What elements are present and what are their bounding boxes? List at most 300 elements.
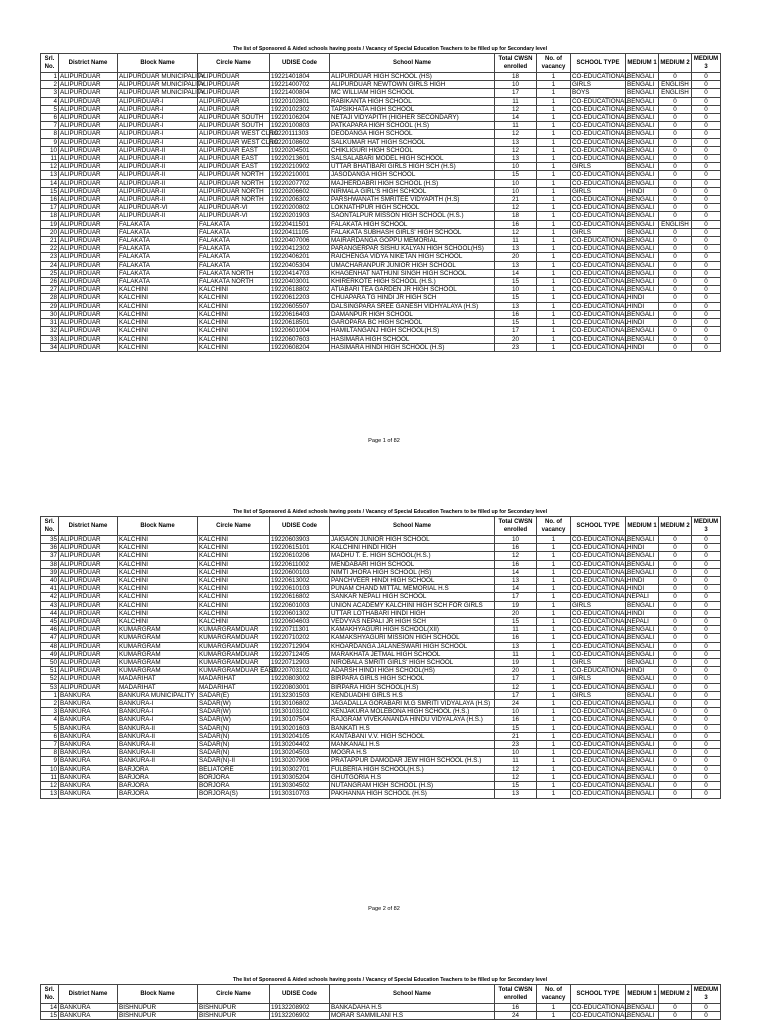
cell-block-name: KALCHINI	[118, 601, 198, 609]
table-row	[41, 171, 721, 179]
cell-school-type: CO-EDUCATIONAL	[572, 1004, 628, 1011]
cell-school-name: MAJHERDABRI HIGH SCHOOL (H.S)	[330, 179, 495, 187]
cell-medium-1: BENGALI	[626, 642, 659, 650]
cell-cwsn-enrolled: 11	[495, 650, 537, 658]
cell-block-name: FALAKATA	[118, 245, 198, 253]
cell-medium-3: 0	[692, 253, 721, 261]
cell-udise-code: 19220603903	[270, 536, 330, 544]
cell-medium-1: BENGALI	[626, 683, 659, 691]
cell-udise-code: 19220200802	[270, 204, 330, 212]
cell-udise-code: 19220710202	[270, 634, 330, 642]
table-row	[41, 327, 721, 335]
cell-vacancy-count: 1	[537, 782, 571, 790]
cell-district-name: ALIPURDUAR	[59, 642, 118, 650]
cell-srl-no: 14	[41, 179, 59, 187]
cell-district-name: BANKURA	[59, 1004, 118, 1012]
column-header-circle-name: Circle Name	[198, 54, 270, 73]
cell-medium-3: 0	[692, 675, 721, 683]
cell-srl-no: 39	[41, 568, 59, 576]
cell-circle-name: KUMARGRAMDUAR	[198, 650, 270, 658]
cell-district-name: ALIPURDUAR	[59, 179, 118, 187]
cell-school-name: RABIKANTA HIGH SCHOOL	[330, 97, 495, 105]
cell-school-name: UNION ACADEMY KALCHINI HIGH SCH FOR GIRLS	[330, 601, 495, 609]
cell-vacancy-count: 1	[537, 683, 571, 691]
cell-district-name: ALIPURDUAR	[59, 163, 118, 171]
cell-block-name: BANKURA-I	[118, 708, 198, 716]
table-row	[41, 310, 721, 318]
cell-cwsn-enrolled: 11	[495, 122, 537, 130]
cell-medium-2: 0	[659, 212, 692, 220]
cell-school-type: GIRLS	[571, 691, 626, 699]
cell-medium-1: BENGALI	[626, 146, 659, 154]
cell-block-name: KALCHINI	[118, 544, 198, 552]
cell-medium-3: 0	[692, 609, 721, 617]
cell-school-name: KALCHINI HINDI HIGH	[330, 544, 495, 552]
cell-srl-no: 34	[41, 343, 59, 351]
cell-cwsn-enrolled: 15	[495, 618, 537, 626]
cell-block-name: BANKURA MUNICIPALITY	[118, 691, 198, 699]
cell-school-name: ALIPURDUAR HIGH SCHOOL (HS)	[330, 73, 495, 81]
cell-school-name: PARANGERPAR SISHU KALYAN HIGH SCHOOL(HS)	[330, 245, 495, 253]
column-header-circle-name: Circle Name	[198, 985, 270, 1004]
cell-udise-code: 19220601003	[270, 601, 330, 609]
cell-medium-1: HINDI	[626, 187, 659, 195]
cell-medium-2: 0	[659, 1004, 692, 1012]
cell-vacancy-count: 1	[537, 691, 571, 699]
cell-vacancy-count: 1	[537, 319, 571, 327]
cell-circle-name: KALCHINI	[198, 560, 270, 568]
cell-school-name: KANTABANI V.V. HIGH SCHOOL	[330, 732, 495, 740]
cell-school-name: GHUTGORIA H.S	[330, 773, 495, 781]
cell-circle-name: KALCHINI	[198, 601, 270, 609]
cell-school-name: BIRPARA HIGH SCHOOL(H.S)	[330, 683, 495, 691]
cell-srl-no: 8	[41, 749, 59, 757]
cell-school-type: CO-EDUCATIONAL	[572, 708, 628, 716]
cell-medium-1: BENGALI	[626, 741, 659, 749]
cell-circle-name: KALCHINI	[198, 302, 270, 310]
cell-udise-code: 19220711301	[270, 626, 330, 634]
cell-district-name: ALIPURDUAR	[59, 536, 118, 544]
cell-circle-name: ALIPURDUAR-VI	[198, 212, 270, 220]
cell-medium-3: 0	[692, 294, 721, 302]
cell-school-name: ALIPURDUAR NEWTOWN GIRLS HIGH	[330, 81, 495, 89]
cell-medium-2: 0	[659, 708, 692, 716]
cell-circle-name: ALIPURDUAR SOUTH	[198, 122, 270, 130]
cell-circle-name: FALAKATA NORTH	[198, 269, 270, 277]
table-row	[41, 89, 721, 97]
cell-srl-no: 1	[41, 73, 59, 81]
cell-cwsn-enrolled: 16	[495, 544, 537, 552]
cell-cwsn-enrolled: 10	[495, 187, 537, 195]
cell-medium-3: 0	[692, 286, 721, 294]
cell-vacancy-count: 1	[537, 675, 571, 683]
cell-block-name: KALCHINI	[118, 343, 198, 351]
header-row	[41, 54, 721, 73]
cell-medium-3: 0	[692, 765, 721, 773]
cell-district-name: ALIPURDUAR	[59, 146, 118, 154]
cell-block-name: ALIPURDUAR MUNICIPALITY	[119, 89, 205, 97]
table-row	[41, 650, 721, 658]
cell-block-name: FALAKATA	[118, 278, 198, 286]
cell-vacancy-count: 1	[537, 155, 571, 163]
cell-district-name: ALIPURDUAR	[59, 560, 118, 568]
cell-medium-2: ENGLISH	[659, 220, 692, 228]
cell-medium-3: 0	[692, 146, 721, 154]
cell-medium-1: BENGALI	[626, 700, 659, 708]
cell-medium-1: HINDI	[626, 319, 659, 327]
cell-medium-1: BENGALI	[626, 327, 659, 335]
cell-circle-name: SADAR(E)	[198, 691, 270, 699]
cell-medium-3: 0	[692, 138, 721, 146]
cell-district-name: ALIPURDUAR	[59, 171, 118, 179]
cell-medium-2: 0	[659, 122, 692, 130]
cell-school-type: BOYS	[571, 89, 626, 97]
cell-medium-1: BENGALI	[626, 757, 659, 765]
cell-srl-no: 46	[41, 626, 59, 634]
cell-medium-3: 0	[692, 245, 721, 253]
cell-medium-2: 0	[659, 319, 692, 327]
cell-vacancy-count: 1	[537, 634, 571, 642]
cell-srl-no: 17	[41, 204, 59, 212]
table-row	[41, 782, 721, 790]
cell-school-type: CO-EDUCATIONAL	[572, 343, 628, 351]
document-title: The list of Sponsored & Aided schools having posts / Vacancy of Special Education Teachers to be filled up for Secondary level	[232, 977, 548, 983]
cell-medium-3: 0	[692, 724, 721, 732]
cell-udise-code: 19220102302	[270, 105, 330, 113]
cell-udise-code: 19220213601	[270, 155, 330, 163]
table-row	[41, 130, 721, 138]
cell-medium-2: 0	[659, 773, 692, 781]
cell-udise-code: 19130305204	[270, 773, 330, 781]
cell-srl-no: 5	[41, 724, 59, 732]
cell-srl-no: 20	[41, 228, 59, 236]
cell-cwsn-enrolled: 19	[495, 659, 537, 667]
cell-school-type: CO-EDUCATIONAL	[572, 97, 628, 105]
cell-srl-no: 53	[41, 683, 59, 691]
cell-block-name: KALCHINI	[118, 536, 198, 544]
cell-srl-no: 51	[41, 667, 59, 675]
cell-cwsn-enrolled: 13	[495, 642, 537, 650]
cell-medium-2: 0	[659, 609, 692, 617]
cell-medium-1: BENGALI	[626, 269, 659, 277]
cell-udise-code: 19220412302	[270, 245, 330, 253]
cell-block-name: FALAKATA	[118, 269, 198, 277]
cell-udise-code: 19132301503	[270, 691, 330, 699]
column-header-srl-no: Srl. No.	[41, 54, 59, 73]
table-row	[41, 716, 721, 724]
column-header-udise-code: UDISE Code	[270, 985, 330, 1004]
cell-srl-no: 2	[41, 700, 59, 708]
cell-srl-no: 4	[41, 97, 59, 105]
cell-block-name: KUMARGRAM	[118, 642, 198, 650]
cell-medium-3: 0	[692, 155, 721, 163]
cell-medium-1: BENGALI	[626, 81, 659, 89]
column-header-district-name: District Name	[59, 54, 118, 73]
cell-medium-3: 0	[692, 716, 721, 724]
cell-block-name: KUMARGRAM	[118, 667, 198, 675]
cell-udise-code: 19220607603	[270, 335, 330, 343]
cell-udise-code: 19130204105	[270, 732, 330, 740]
cell-vacancy-count: 1	[537, 552, 571, 560]
cell-district-name: BANKURA	[59, 765, 118, 773]
cell-udise-code: 19220618501	[270, 319, 330, 327]
cell-school-type: CO-EDUCATIONAL	[572, 105, 628, 113]
cell-district-name: ALIPURDUAR	[59, 568, 118, 576]
cell-school-name: MC WILLIAM HIGH SCHOOL	[330, 89, 495, 97]
table-row	[41, 245, 721, 253]
cell-cwsn-enrolled: 10	[495, 708, 537, 716]
cell-udise-code: 19130204402	[270, 741, 330, 749]
cell-block-name: KALCHINI	[118, 585, 198, 593]
column-header-block-name: Block Name	[118, 54, 198, 73]
cell-cwsn-enrolled: 12	[495, 765, 537, 773]
cell-srl-no: 1	[41, 691, 59, 699]
cell-medium-1: BENGALI	[626, 568, 659, 576]
cell-school-type: CO-EDUCATIONAL	[572, 757, 628, 765]
cell-medium-1: BENGALI	[626, 253, 659, 261]
cell-medium-1: BENGALI	[626, 552, 659, 560]
cell-block-name: KALCHINI	[118, 593, 198, 601]
table-row	[41, 749, 721, 757]
cell-school-type: CO-EDUCATIONAL	[572, 310, 628, 318]
cell-medium-2: 0	[659, 683, 692, 691]
cell-medium-3: 0	[692, 105, 721, 113]
table-row	[41, 146, 721, 154]
cell-udise-code: 19220210001	[270, 171, 330, 179]
cell-district-name: ALIPURDUAR	[59, 228, 118, 236]
cell-district-name: ALIPURDUAR	[59, 122, 118, 130]
cell-district-name: ALIPURDUAR	[59, 97, 118, 105]
cell-medium-1: BENGALI	[626, 261, 659, 269]
cell-vacancy-count: 1	[537, 212, 571, 220]
cell-medium-2: 0	[659, 790, 692, 798]
cell-srl-no: 2	[41, 81, 59, 89]
cell-medium-3: 0	[692, 327, 721, 335]
cell-vacancy-count: 1	[537, 765, 571, 773]
cell-srl-no: 36	[41, 544, 59, 552]
cell-medium-1: BENGALI	[626, 97, 659, 105]
table-row	[41, 122, 721, 130]
cell-cwsn-enrolled: 16	[495, 310, 537, 318]
cell-srl-no: 15	[41, 187, 59, 195]
table-row	[41, 179, 721, 187]
table-header	[41, 517, 721, 536]
cell-circle-name: ALIPURDUAR EAST	[198, 146, 270, 154]
cell-udise-code: 19220616802	[270, 593, 330, 601]
cell-district-name: BANKURA	[59, 691, 118, 699]
cell-school-type: CO-EDUCATIONAL	[572, 171, 628, 179]
cell-srl-no: 12	[41, 163, 59, 171]
cell-srl-no: 6	[41, 732, 59, 740]
cell-circle-name: KALCHINI	[198, 536, 270, 544]
cell-school-type: CO-EDUCATIONAL	[572, 237, 628, 245]
cell-school-name: PAKHANNA HIGH SCHOOL (H.S)	[330, 790, 495, 798]
cell-udise-code: 19220604603	[270, 618, 330, 626]
cell-vacancy-count: 1	[537, 741, 571, 749]
cell-district-name: ALIPURDUAR	[59, 577, 118, 585]
cell-school-name: DEODANGA HIGH SCHOOL	[330, 130, 495, 138]
table-row	[41, 114, 721, 122]
cell-medium-1: BENGALI	[626, 1004, 659, 1012]
cell-medium-1: BENGALI	[626, 691, 659, 699]
cell-medium-2: 0	[659, 228, 692, 236]
cell-medium-3: 0	[692, 261, 721, 269]
cell-udise-code: 19220610103	[270, 585, 330, 593]
table-row	[41, 757, 721, 765]
cell-circle-name: ALIPURDUAR	[198, 81, 270, 89]
cell-block-name: ALIPURDUAR MUNICIPALITY	[119, 81, 205, 89]
cell-medium-3: 0	[692, 237, 721, 245]
table-row	[41, 536, 721, 544]
cell-medium-2: 0	[659, 601, 692, 609]
cell-srl-no: 26	[41, 278, 59, 286]
table-row	[41, 237, 721, 245]
cell-vacancy-count: 1	[537, 327, 571, 335]
cell-cwsn-enrolled: 13	[495, 155, 537, 163]
cell-block-name: BANKURA-II	[118, 724, 198, 732]
cell-circle-name: KALCHINI	[198, 544, 270, 552]
cell-udise-code: 19130310703	[270, 790, 330, 798]
table-row	[41, 187, 721, 195]
cell-school-name: RAJGRAM VIVEKANANDA HINDU VIDYALAYA (H.S.)	[330, 716, 495, 724]
cell-vacancy-count: 1	[537, 560, 571, 568]
cell-school-type: GIRLS	[571, 659, 626, 667]
cell-medium-2: 0	[659, 593, 692, 601]
cell-school-type: CO-EDUCATIONAL	[572, 261, 628, 269]
cell-vacancy-count: 1	[537, 302, 571, 310]
cell-medium-2: 0	[659, 138, 692, 146]
table-row	[41, 773, 721, 781]
cell-school-type: GIRLS	[571, 81, 626, 89]
cell-district-name: ALIPURDUAR	[59, 220, 118, 228]
cell-srl-no: 42	[41, 593, 59, 601]
table-row	[41, 278, 721, 286]
cell-district-name: ALIPURDUAR	[59, 278, 118, 286]
table-row	[41, 294, 721, 302]
cell-medium-2: 0	[659, 97, 692, 105]
cell-vacancy-count: 1	[537, 97, 571, 105]
table-row	[41, 642, 721, 650]
cell-school-name: NIMTI JHORA HIGH SCHOOL (HS)	[330, 568, 495, 576]
cell-vacancy-count: 1	[537, 1004, 571, 1012]
cell-vacancy-count: 1	[537, 650, 571, 658]
cell-vacancy-count: 1	[537, 790, 571, 798]
cell-vacancy-count: 1	[537, 114, 571, 122]
cell-srl-no: 21	[41, 237, 59, 245]
cell-school-name: DAMANPUR HIGH SCHOOL	[330, 310, 495, 318]
cell-block-name: KALCHINI	[118, 286, 198, 294]
cell-srl-no: 40	[41, 577, 59, 585]
cell-medium-2: 0	[659, 618, 692, 626]
cell-medium-1: BENGALI	[626, 286, 659, 294]
cell-medium-3: 0	[692, 618, 721, 626]
cell-srl-no: 28	[41, 294, 59, 302]
column-header-srl-no: Srl. No.	[41, 985, 59, 1004]
cell-medium-1: BENGALI	[626, 245, 659, 253]
cell-school-name: HASIMARA HIGH SCHOOL	[330, 335, 495, 343]
column-header-cwsn-enrolled: Total CWSN enrolled	[495, 517, 537, 536]
cell-medium-3: 0	[692, 691, 721, 699]
cell-district-name: ALIPURDUAR	[59, 130, 118, 138]
cell-srl-no: 48	[41, 642, 59, 650]
cell-medium-1: BENGALI	[626, 708, 659, 716]
cell-block-name: ALIPURDUAR-II	[118, 171, 198, 179]
cell-vacancy-count: 1	[537, 73, 571, 81]
cell-srl-no: 3	[41, 708, 59, 716]
cell-school-name: KAMAKHYAGURI HIGH SCHOOL(XII)	[330, 626, 495, 634]
cell-circle-name: SADAR(N)	[198, 749, 270, 757]
table-row	[41, 552, 721, 560]
cell-circle-name: BORJORA	[198, 773, 270, 781]
cell-school-name: BIRPARA GIRLS HIGH SCHOOL	[330, 675, 495, 683]
cell-medium-2: 0	[659, 261, 692, 269]
cell-srl-no: 19	[41, 220, 59, 228]
cell-school-type: CO-EDUCATIONAL	[572, 122, 628, 130]
cell-medium-2: 0	[659, 732, 692, 740]
cell-cwsn-enrolled: 16	[495, 220, 537, 228]
cell-medium-3: 0	[692, 757, 721, 765]
cell-circle-name: ALIPURDUAR EAST	[198, 163, 270, 171]
cell-medium-3: 0	[692, 683, 721, 691]
cell-udise-code: 19220601004	[270, 327, 330, 335]
cell-vacancy-count: 1	[537, 1012, 571, 1020]
cell-circle-name: KALCHINI	[198, 593, 270, 601]
table-header	[41, 54, 721, 73]
cell-medium-3: 0	[692, 97, 721, 105]
cell-medium-1: BENGALI	[626, 675, 659, 683]
cell-medium-3: 0	[692, 228, 721, 236]
cell-vacancy-count: 1	[537, 130, 571, 138]
column-header-district-name: District Name	[59, 985, 118, 1004]
cell-medium-3: 0	[692, 310, 721, 318]
cell-cwsn-enrolled: 12	[495, 146, 537, 154]
cell-vacancy-count: 1	[537, 642, 571, 650]
cell-district-name: ALIPURDUAR	[59, 204, 118, 212]
cell-medium-3: 0	[692, 790, 721, 798]
cell-school-type: CO-EDUCATIONAL	[572, 335, 628, 343]
cell-block-name: ALIPURDUAR-I	[118, 114, 198, 122]
cell-vacancy-count: 1	[537, 261, 571, 269]
cell-vacancy-count: 1	[537, 89, 571, 97]
cell-circle-name: ALIPURDUAR NORTH	[198, 187, 270, 195]
cell-school-type: CO-EDUCATIONAL	[572, 278, 628, 286]
page-footer: Page 1 of 82	[368, 438, 400, 444]
cell-udise-code: 19220600103	[270, 568, 330, 576]
cell-circle-name: ALIPURDUAR EAST	[198, 155, 270, 163]
cell-medium-2: 0	[659, 675, 692, 683]
cell-medium-2: 0	[659, 114, 692, 122]
cell-district-name: ALIPURDUAR	[59, 73, 118, 81]
cell-cwsn-enrolled: 10	[495, 749, 537, 757]
table-row	[41, 560, 721, 568]
cell-district-name: ALIPURDUAR	[59, 618, 118, 626]
cell-circle-name: KALCHINI	[198, 319, 270, 327]
cell-block-name: BARJORA	[118, 790, 198, 798]
cell-vacancy-count: 1	[537, 245, 571, 253]
cell-circle-name: ALIPURDUAR WEST CLRC	[199, 130, 279, 138]
cell-udise-code: 19130201603	[270, 724, 330, 732]
cell-medium-2: 0	[659, 171, 692, 179]
cell-school-type: CO-EDUCATIONAL	[572, 577, 628, 585]
cell-district-name: ALIPURDUAR	[59, 294, 118, 302]
cell-circle-name: ALIPURDUAR	[198, 89, 270, 97]
column-header-medium-1: MEDIUM 1	[626, 517, 659, 536]
cell-srl-no: 10	[41, 146, 59, 154]
cell-srl-no: 50	[41, 659, 59, 667]
table-row	[41, 700, 721, 708]
cell-medium-3: 0	[692, 89, 721, 97]
cell-vacancy-count: 1	[537, 585, 571, 593]
